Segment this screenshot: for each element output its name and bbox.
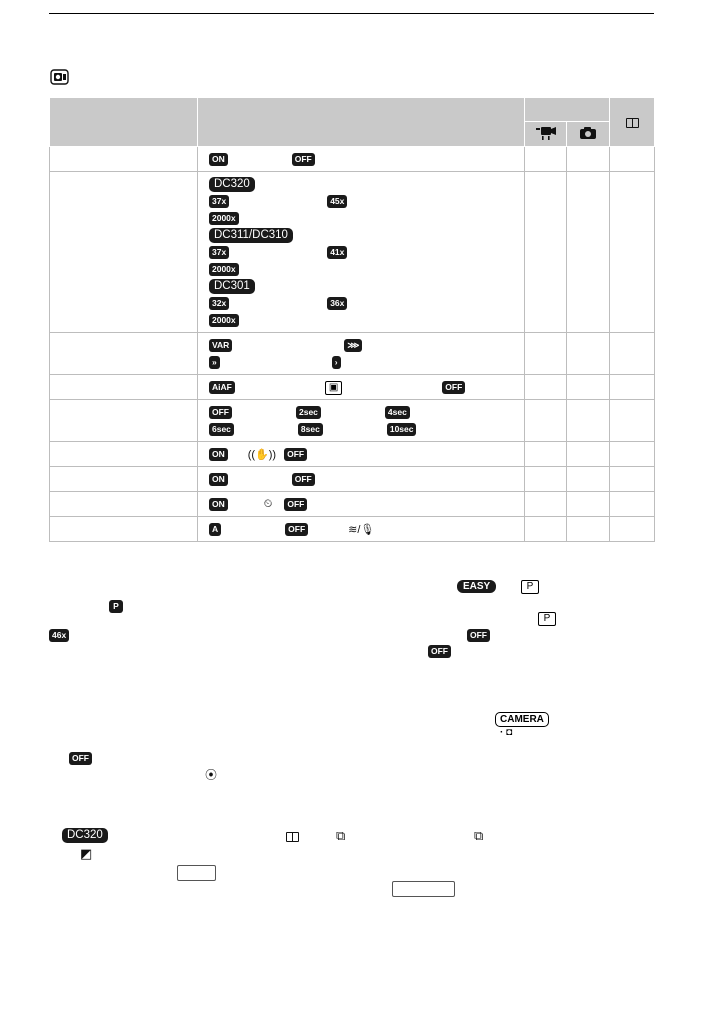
camera-photo-mode-badge: CAMERA · ◘ [495, 712, 549, 727]
option-icon: 6sec [209, 423, 234, 436]
high-speed-shooting-icon: ⧉ [474, 828, 484, 843]
option-icon: 2000x [209, 314, 239, 327]
table-row [50, 147, 655, 172]
option-icon: OFF [285, 523, 308, 536]
setting-options-cell [198, 147, 525, 172]
page-ref-cell [610, 375, 655, 400]
off-badge-1: OFF [467, 629, 490, 642]
option-icon: 32x [209, 297, 229, 310]
option-icon: ⋙ [344, 339, 362, 352]
option-icon: ▣ [325, 381, 342, 395]
dc320-badge: DC320 [62, 828, 108, 843]
movie-availability-cell [525, 375, 567, 400]
page-ref-cell [610, 517, 655, 542]
movie-availability-cell [525, 442, 567, 467]
movie-availability-cell [525, 492, 567, 517]
setting-options-cell [198, 517, 525, 542]
face-detect-icon: ⦿ [205, 768, 218, 782]
menu-item-cell [50, 375, 198, 400]
menu-item-cell [50, 492, 198, 517]
page-ref-cell [610, 400, 655, 442]
option-icon: VAR [209, 339, 232, 352]
button-outline-small [177, 865, 216, 881]
movie-availability-cell [525, 147, 567, 172]
option-icon: 2sec [296, 406, 321, 419]
zoom-46x-badge: 46x [49, 629, 69, 642]
option-icon: DC320 [209, 177, 255, 192]
option-icon: AiAF [209, 381, 235, 394]
option-icon: OFF [284, 448, 307, 461]
photo-availability-cell [567, 442, 610, 467]
menu-item-cell [50, 517, 198, 542]
setting-options-cell [198, 492, 525, 517]
page-ref-cell [610, 492, 655, 517]
photo-availability-cell [567, 172, 610, 333]
camera-mode-icon [50, 68, 69, 86]
program-p-badge: P [109, 600, 123, 613]
option-icon: 37x [209, 246, 229, 259]
photo-availability-cell [567, 333, 610, 375]
header-availability [525, 98, 610, 122]
movie-availability-cell [525, 467, 567, 492]
header-movie [525, 122, 567, 147]
menu-item-cell [50, 467, 198, 492]
option-icon: 10sec [387, 423, 417, 436]
option-icon: OFF [442, 381, 465, 394]
page-ref-cell [610, 147, 655, 172]
header-menu-item [50, 98, 198, 147]
option-icon: DC311/DC310 [209, 228, 293, 243]
photo-availability-cell [567, 375, 610, 400]
table-row [50, 492, 655, 517]
option-icon: OFF [292, 153, 315, 166]
menu-item-cell [50, 172, 198, 333]
option-icon: 41x [327, 246, 347, 259]
option-icon: › [332, 356, 341, 369]
option-icon: OFF [284, 498, 307, 511]
option-icon: 37x [209, 195, 229, 208]
option-icon: ON [209, 473, 228, 486]
off-badge-3: OFF [69, 752, 92, 765]
table-row [50, 333, 655, 375]
movie-camera-icon [535, 126, 557, 140]
option-icon: ON [209, 448, 228, 461]
page-ref-cell [610, 467, 655, 492]
menu-item-cell [50, 442, 198, 467]
option-icon: ON [209, 153, 228, 166]
menu-item-cell [50, 147, 198, 172]
exposure-bracketing-icon: ◩ [80, 846, 93, 861]
header-page-ref [610, 98, 655, 147]
option-icon: 45x [327, 195, 347, 208]
photo-availability-cell [567, 517, 610, 542]
photo-availability-cell [567, 400, 610, 442]
off-badge-2: OFF [428, 645, 451, 658]
top-rule [49, 13, 654, 14]
table-row [50, 517, 655, 542]
table-row [50, 400, 655, 442]
option-icon: ⏲ [263, 498, 273, 510]
page-ref-cell [610, 172, 655, 333]
book-icon-2 [286, 832, 299, 841]
menu-item-cell [50, 400, 198, 442]
button-outline-large [392, 881, 455, 897]
option-icon: ((✋)) [247, 449, 277, 461]
photo-availability-cell [567, 147, 610, 172]
setting-options-cell [198, 333, 525, 375]
table-row [50, 172, 655, 333]
option-icon: » [209, 356, 220, 369]
book-icon [626, 118, 639, 127]
setting-options-cell [198, 442, 525, 467]
option-icon: 8sec [298, 423, 323, 436]
option-icon: A [209, 523, 221, 536]
setting-options-cell [198, 400, 525, 442]
header-photo [567, 122, 610, 147]
table-body [50, 147, 655, 542]
header-setting-options [198, 98, 525, 147]
photo-availability-cell [567, 492, 610, 517]
photo-camera-icon [579, 126, 597, 139]
movie-availability-cell [525, 333, 567, 375]
page-ref-cell [610, 442, 655, 467]
table-row [50, 442, 655, 467]
easy-badge: EASY [457, 580, 496, 593]
setting-options-cell [198, 375, 525, 400]
continuous-shooting-icon: ⧉ [336, 828, 346, 843]
option-icon: 2000x [209, 212, 239, 225]
setting-options-cell [198, 172, 525, 333]
page-ref-cell [610, 333, 655, 375]
program-p-outline-badge: P [521, 580, 539, 594]
table-row [50, 467, 655, 492]
menu-settings-table [49, 97, 655, 542]
menu-item-cell [50, 333, 198, 375]
program-p-outline-badge-2: P [538, 612, 556, 626]
option-icon: DC301 [209, 279, 255, 294]
movie-availability-cell [525, 172, 567, 333]
setting-options-cell [198, 467, 525, 492]
photo-availability-cell [567, 467, 610, 492]
option-icon: ≋/🎙 [348, 524, 375, 536]
movie-availability-cell [525, 400, 567, 442]
table-row [50, 375, 655, 400]
option-icon: OFF [292, 473, 315, 486]
option-icon: 2000x [209, 263, 239, 276]
option-icon: ON [209, 498, 228, 511]
option-icon: 4sec [385, 406, 410, 419]
movie-availability-cell [525, 517, 567, 542]
option-icon: OFF [209, 406, 232, 419]
option-icon: 36x [327, 297, 347, 310]
